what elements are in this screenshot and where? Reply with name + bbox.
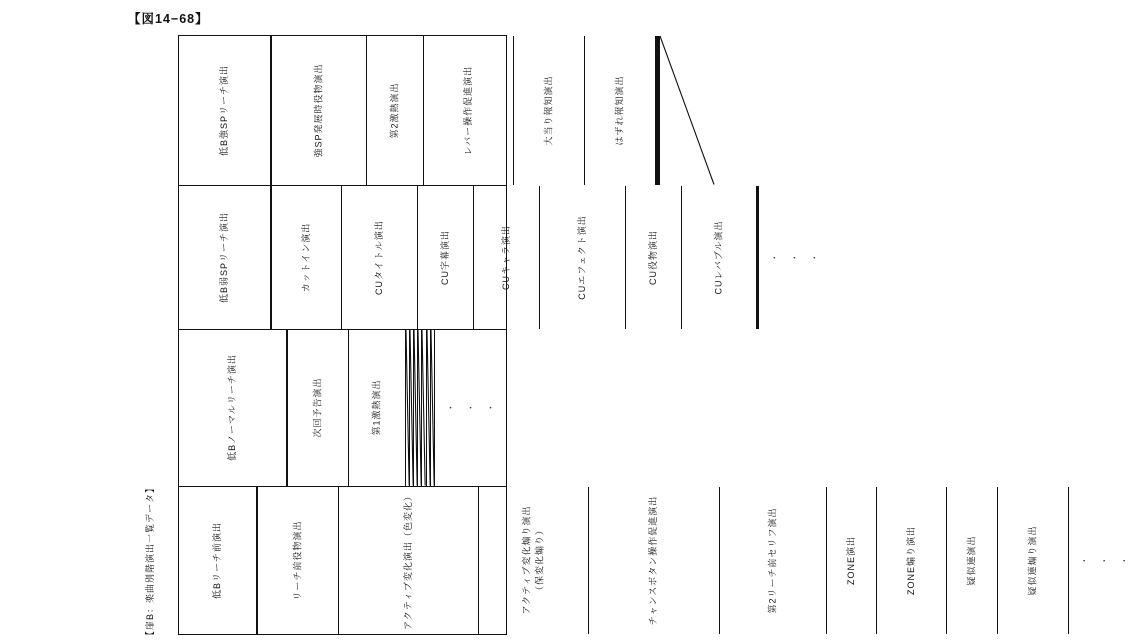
row-header-text: 低B強SPリーチ演出: [218, 64, 229, 156]
production-cell: [720, 487, 827, 635]
production-cell-text: 第1激熱演出: [371, 379, 382, 436]
production-cell: [367, 36, 424, 185]
production-cell: [514, 36, 585, 185]
production-cell-text: ZONE煽り演出: [905, 525, 916, 595]
production-cell: [877, 487, 947, 635]
production-cell-text: CUエフェクト演出: [577, 214, 588, 300]
ellipsis-cell: [759, 186, 830, 330]
production-cell: [626, 186, 682, 330]
production-cell-text: カットイン演出: [301, 222, 312, 292]
production-list-table: [178, 35, 1140, 635]
ellipsis-cell: [435, 330, 506, 485]
diagonal-line: [414, 330, 417, 485]
production-cell: [424, 36, 514, 185]
production-cell: [479, 487, 589, 635]
production-cell-text: 第2激熱演出: [389, 82, 400, 139]
diagonal-line: [431, 330, 434, 485]
production-cell-text: 大当り報知演出: [543, 75, 554, 146]
production-cell: [540, 186, 626, 330]
production-cell-text: 強SP発展時役物演出: [313, 63, 324, 158]
production-cell-text: CUレバブル演出: [713, 220, 724, 295]
production-cell-text: アクティブ変化煽り演出 （保変化煽り）: [521, 505, 545, 615]
production-cell-text: CUタイトル演出: [374, 219, 385, 295]
ellipsis-dots: ・・・: [445, 403, 506, 414]
production-cell-text: 疑似連演出: [966, 535, 977, 586]
production-cell-text: ZONE演出: [845, 535, 856, 585]
table-row-band: [179, 186, 830, 331]
production-cell: [474, 186, 540, 330]
production-cell-text: アクティブ変化演出（色変化）: [403, 490, 414, 630]
figure-title: 【図14−68】: [128, 12, 209, 26]
side-caption-text: 【扉B：楽曲別階演出一覧データ】: [144, 483, 155, 641]
production-cell: [589, 487, 719, 635]
production-cell: [998, 487, 1069, 635]
production-cell-text: はずれ報知演出: [614, 75, 625, 146]
production-cell: [585, 36, 656, 185]
production-cell: [342, 186, 418, 330]
ellipsis-dots: ・・・: [769, 252, 830, 263]
production-cell: [272, 36, 367, 185]
production-cell: [349, 330, 406, 485]
production-cell: [682, 186, 757, 330]
diagonal-line: [418, 330, 421, 485]
table-row-band: [179, 330, 506, 486]
production-cell: [258, 487, 339, 635]
production-cell-text: チャンスボタン操作促進演出: [648, 495, 659, 625]
ellipsis-dots: ・・・: [1079, 555, 1140, 566]
row-header-cell: [179, 330, 288, 485]
production-cell-text: リーチ前役物演出: [292, 520, 303, 601]
production-cell: [418, 186, 474, 330]
row-header-cell: [179, 36, 272, 185]
diagonal-line: [410, 330, 413, 485]
row-header-text: 低Bノーマルリーチ演出: [226, 354, 237, 462]
strikethrough-cell: [660, 36, 714, 185]
row-header-text: 低Bリーチ前演出: [211, 521, 222, 599]
ellipsis-cell: [1069, 487, 1140, 635]
production-cell-text: CUキャラ演出: [501, 224, 512, 290]
production-cell: [947, 487, 998, 635]
production-cell: [339, 487, 479, 635]
diagonal-line: [422, 330, 425, 485]
production-cell: [827, 487, 877, 635]
diagonal-line: [427, 330, 430, 485]
diagonal-line: [406, 330, 409, 485]
production-cell-text: 第2リーチ前セリフ演出: [767, 507, 778, 614]
production-cell-text: CU役物演出: [647, 229, 658, 285]
table-row-band: [179, 36, 625, 186]
row-header-text: 低B弱SPリーチ演出: [218, 211, 229, 303]
table-row-band: [179, 487, 1140, 635]
diagonal-line: [660, 36, 714, 185]
production-cell: [288, 330, 349, 485]
row-header-cell: [179, 186, 272, 330]
side-caption: [136, 483, 164, 641]
row-header-cell: [179, 487, 258, 635]
production-cell-text: CU字幕演出: [440, 229, 451, 285]
production-cell-text: 疑似連煽り演出: [1027, 525, 1038, 596]
production-cell: [272, 186, 342, 330]
production-cell-text: レバー操作促進演出: [463, 65, 474, 155]
production-cell-text: 次回予告演出: [312, 377, 323, 438]
